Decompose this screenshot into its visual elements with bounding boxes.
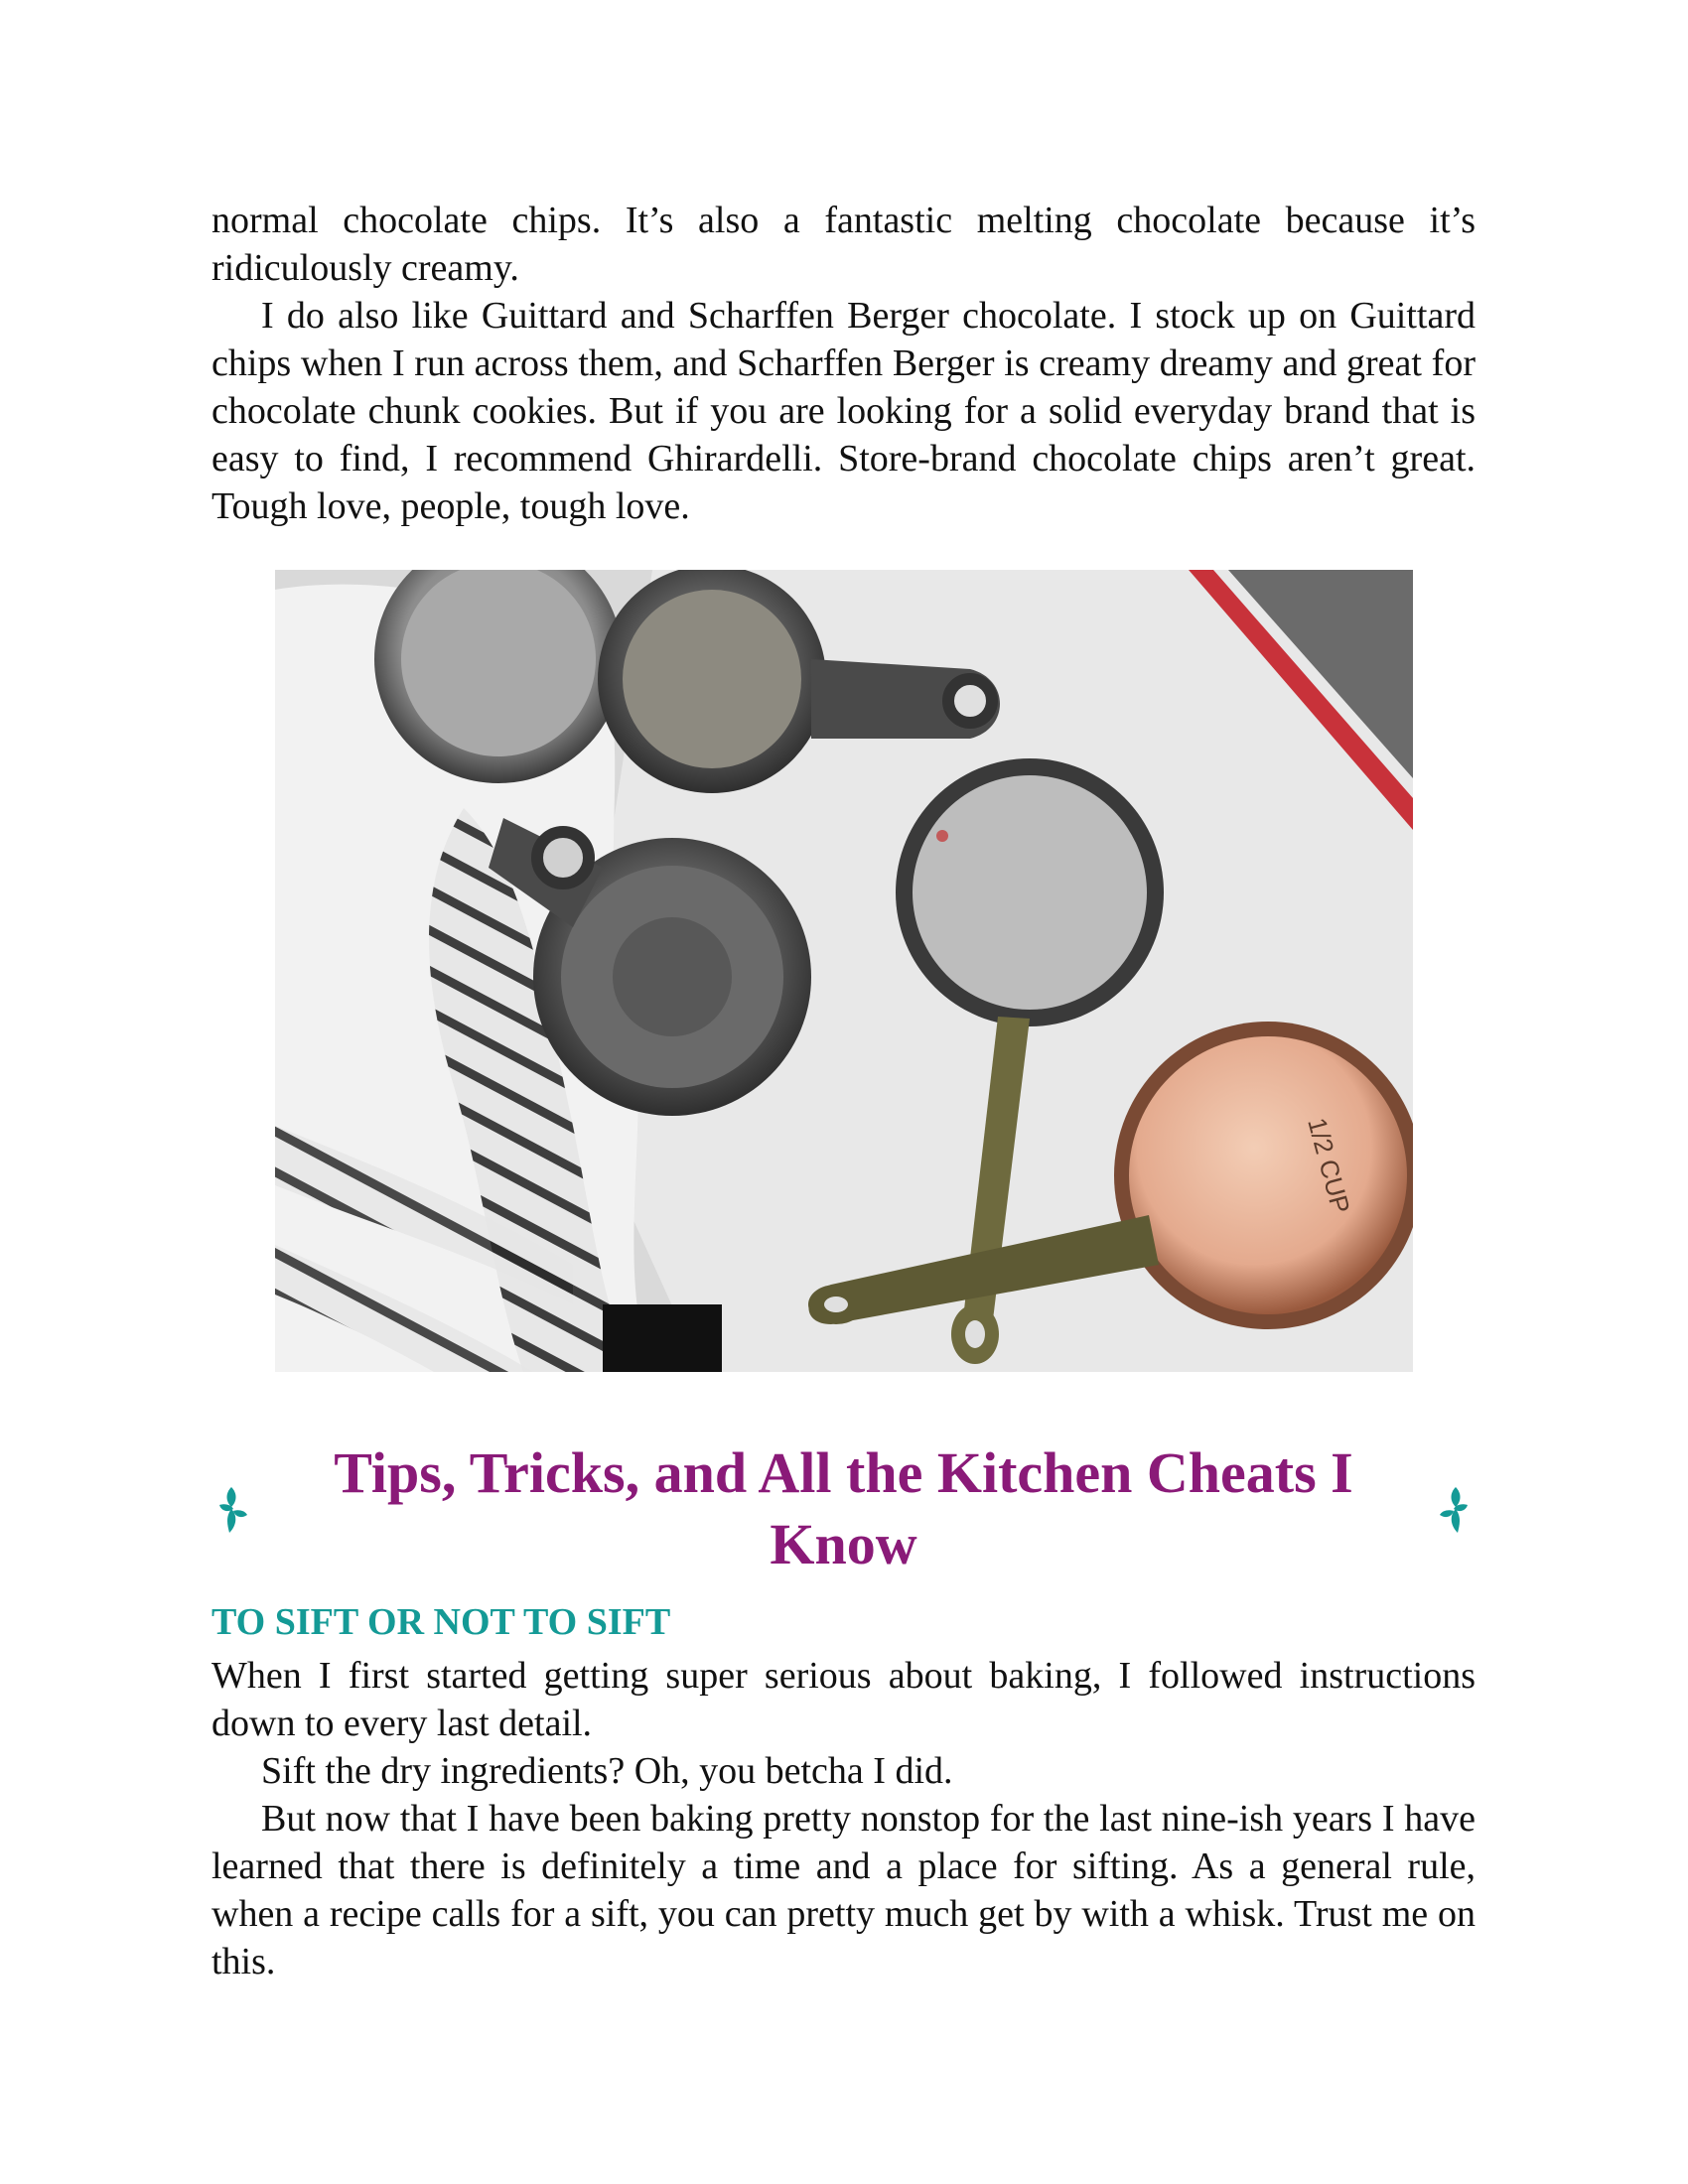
measuring-cups-photo (275, 570, 1413, 1372)
body-paragraph-1: When I first started getting super serious about baking, I followed instructions down to every last detail. (211, 1655, 1476, 1744)
intro-paragraph-1: normal chocolate chips. It’s also a fantastic melting chocolate because it’s ridiculously creamy. (211, 200, 1476, 289)
fleuron-icon (1436, 1481, 1476, 1537)
subsection-heading: TO SIFT OR NOT TO SIFT (211, 1601, 671, 1643)
section-heading (211, 1437, 1476, 1580)
body-paragraph-3: But now that I have been baking pretty nonstop for the last nine-ish years I have learned that there is definitely a time and a place for sifting. As a general rule, when a recipe calls for a sift, you can pretty much get by with a whisk. Trust me on this. (211, 1798, 1476, 1982)
cup-size-label: 1/2 CUP (1302, 1114, 1356, 1217)
section-title: Tips, Tricks, and All the Kitchen Cheats I Know (334, 1440, 1353, 1576)
body-paragraph-2: Sift the dry ingredients? Oh, you betcha I did. (261, 1750, 953, 1792)
fleuron-icon (211, 1481, 251, 1537)
page-content (211, 197, 1476, 1985)
intro-paragraph-2: I do also like Guittard and Scharffen Berger chocolate. I stock up on Guittard chips when I run across them, and Scharffen Berger is creamy dreamy and great for chocolate chunk cookies. But if you are looking for a solid everyday brand that is easy to find, I recommend Ghirardelli. Store-brand chocolate chips aren’t great. Tough love, people, tough love. (211, 295, 1476, 527)
